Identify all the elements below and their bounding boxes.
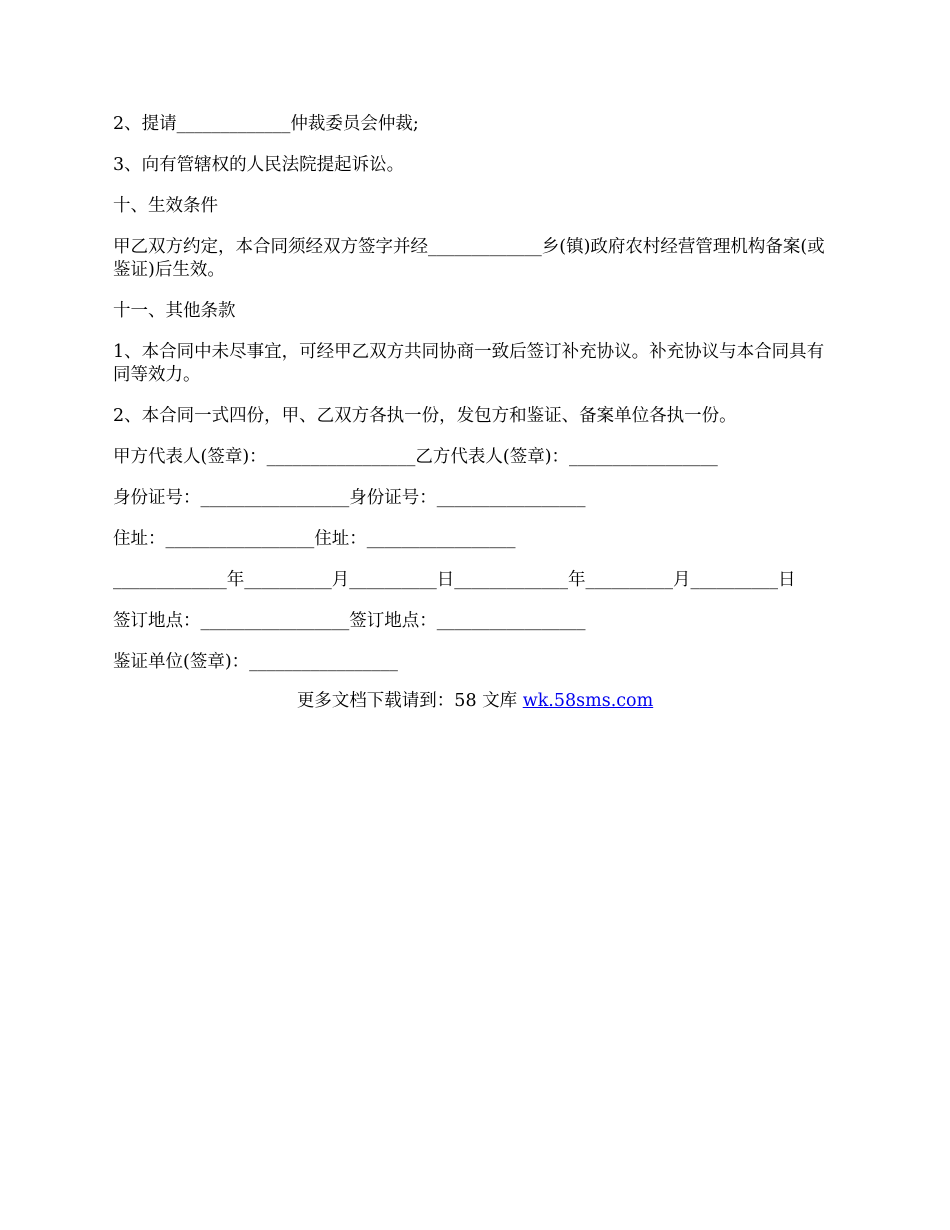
signature-id-numbers: 身份证号：_________________身份证号：_________________	[113, 488, 586, 508]
clause-litigation: 3、向有管辖权的人民法院提起诉讼。	[113, 155, 405, 175]
section-heading-effective-conditions: 十、生效条件	[113, 196, 218, 216]
footer-text: 更多文档下载请到：58 文库	[296, 691, 523, 711]
document-body	[113, 113, 841, 692]
signature-dates: _____________年__________月__________日_____________年__________月__________日	[113, 570, 796, 590]
clause-effective: 甲乙双方约定，本合同须经双方签字并经_____________乡(镇)政府农村经营管理机构备案(或鉴证)后生效。	[113, 237, 825, 280]
clause-supplement: 1、本合同中未尽事宜，可经甲乙双方共同协商一致后签订补充协议。补充协议与本合同具有同等效力。	[113, 342, 825, 385]
signature-addresses: 住址：_________________住址：_________________	[113, 529, 516, 549]
section-heading-other-terms: 十一、其他条款	[113, 301, 236, 321]
signature-places: 签订地点：_________________签订地点：_________________	[113, 611, 586, 631]
clause-copies: 2、本合同一式四份，甲、乙双方各执一份，发包方和鉴证、备案单位各执一份。	[113, 406, 737, 426]
clause-arbitration: 2、提请_____________仲裁委员会仲裁;	[113, 114, 419, 134]
footer	[0, 690, 950, 713]
footer-link[interactable]: wk.58sms.com	[522, 691, 654, 711]
signature-verification-unit: 鉴证单位(签章)：_________________	[113, 652, 398, 672]
signature-representatives: 甲方代表人(签章)：_________________乙方代表人(签章)：_________________	[113, 447, 718, 467]
